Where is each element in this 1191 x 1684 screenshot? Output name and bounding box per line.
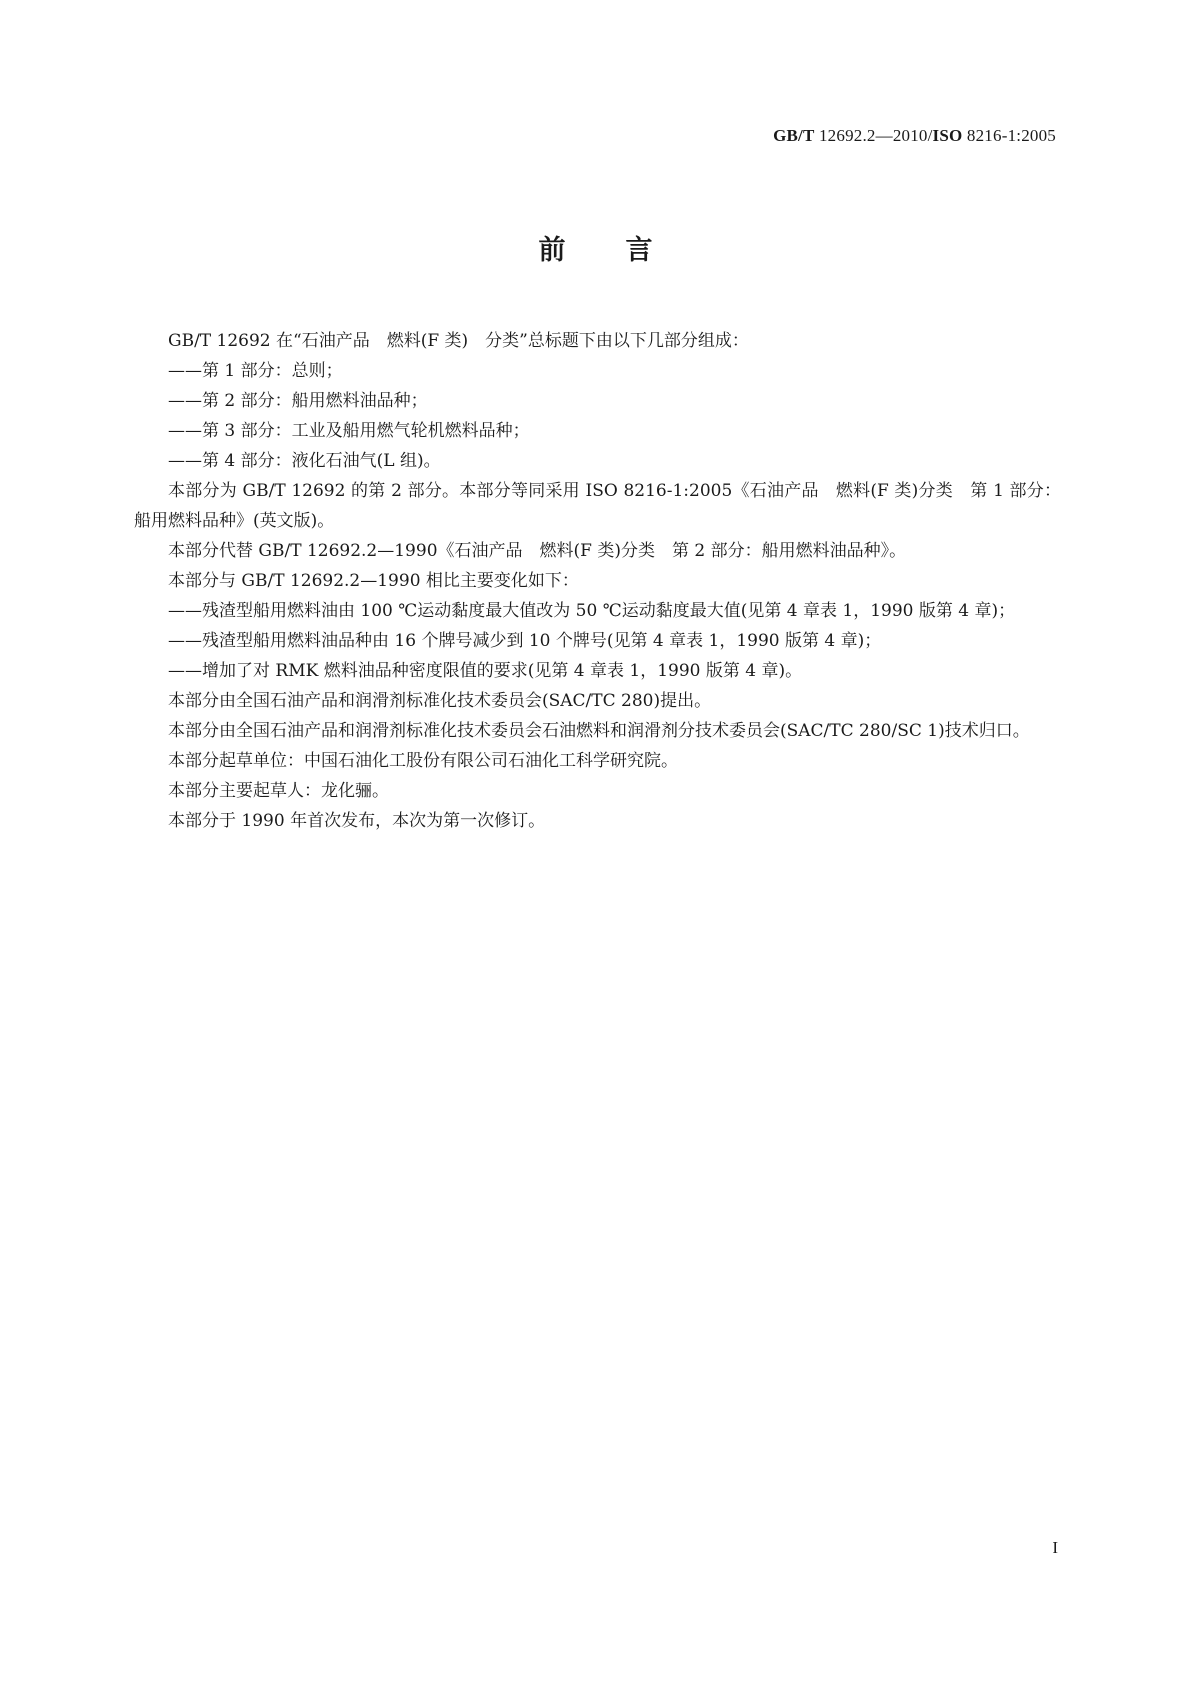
change-list-item: ——残渣型船用燃料油由 100 ℃运动黏度最大值改为 50 ℃运动黏度最大值(见第 4 章表 1，1990 版第 4 章)； [168,601,1016,621]
page-title: 前言 [538,235,713,266]
part-list-item: ——第 2 部分：船用燃料油品种； [168,391,428,411]
part-list-item: ——第 3 部分：工业及船用燃气轮机燃料品种； [168,421,530,441]
drafters-paragraph: 本部分主要起草人：龙化骊。 [168,781,389,801]
iso-number: 8216-1:2005 [966,126,1056,145]
page-number: I [1052,1538,1058,1557]
standard-prefix: GB/T [773,126,815,145]
proposed-paragraph: 本部分由全国石油产品和润滑剂标准化技术委员会(SAC/TC 280)提出。 [168,691,712,711]
centralized-paragraph: 本部分由全国石油产品和润滑剂标准化技术委员会石油燃料和润滑剂分技术委员会(SAC/TC 280/SC 1)技术归口。 [168,721,1030,741]
replaces-paragraph: 本部分代替 GB/T 12692.2—1990《石油产品 燃料(F 类)分类 第 2 部分：船用燃料油品种》。 [168,541,907,561]
iso-prefix: ISO [932,126,963,145]
standard-code-header [773,126,1056,146]
change-list-item: ——残渣型船用燃料油品种由 16 个牌号减少到 10 个牌号(见第 4 章表 1，1990 版第 4 章)； [168,631,882,651]
part-list-item: ——第 4 部分：液化石油气(L 组)。 [168,451,441,471]
change-list-item: ——增加了对 RMK 燃料油品种密度限值的要求(见第 4 章表 1，1990 版第 4 章)。 [168,661,803,681]
standard-number: 12692.2—2010/ [818,126,933,145]
adoption-paragraph: 本部分为 GB/T 12692 的第 2 部分。本部分等同采用 ISO 8216-1:2005《石油产品 燃料(F 类)分类 第 1 部分：船用燃料品种》(英文版)。 [134,481,1061,531]
history-paragraph: 本部分于 1990 年首次发布，本次为第一次修订。 [168,811,546,831]
foreword-body [134,326,1061,836]
drafting-unit-paragraph: 本部分起草单位：中国石油化工股份有限公司石油化工科学研究院。 [168,751,678,771]
intro-paragraph: GB/T 12692 在“石油产品 燃料(F 类) 分类”总标题下由以下几部分组成： [168,331,749,351]
changes-intro-paragraph: 本部分与 GB/T 12692.2—1990 相比主要变化如下： [168,571,579,591]
part-list-item: ——第 1 部分：总则； [168,361,343,381]
